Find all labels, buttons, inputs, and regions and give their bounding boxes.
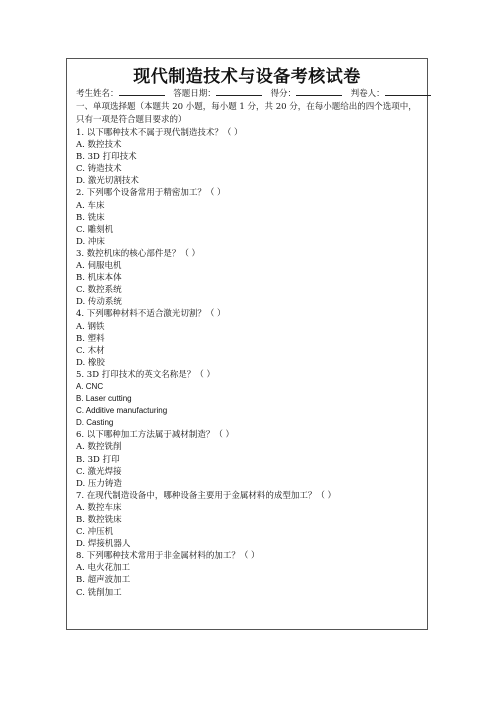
answer-option[interactable]: B. 铣床 <box>76 212 105 223</box>
grader-label: 判卷人： <box>350 89 385 99</box>
answer-option[interactable]: B. 数控铣床 <box>76 515 122 525</box>
answer-option[interactable]: A. 车床 <box>76 200 105 211</box>
answer-option[interactable]: C. 雕刻机 <box>76 224 114 235</box>
name-blank[interactable] <box>119 87 165 96</box>
answer-option[interactable]: A. 钢铁 <box>76 321 105 332</box>
answer-option[interactable]: A. 数控铣削 <box>76 442 122 453</box>
answer-option[interactable]: D. 压力铸造 <box>76 478 122 489</box>
answer-option[interactable]: D. 冲床 <box>76 236 105 247</box>
question-stem: 7. 在现代制造设备中，哪种设备主要用于金属材料的成型加工？（ ） <box>76 490 337 501</box>
grader-blank[interactable] <box>385 87 431 96</box>
answer-option[interactable]: B. 机床本体 <box>76 273 122 284</box>
score-label: 得分： <box>270 89 296 99</box>
answer-option[interactable]: D. 传动系统 <box>76 297 122 308</box>
question-stem: 4. 下列哪种材料不适合激光切割？（ ） <box>76 309 226 320</box>
answer-option[interactable]: D. 橡胶 <box>76 357 105 368</box>
answer-option[interactable]: C. 激光焊接 <box>76 466 122 477</box>
answer-option[interactable]: C. 数控系统 <box>76 285 122 296</box>
question-stem: 1. 以下哪种技术不属于现代制造技术？（ ） <box>76 128 243 138</box>
answer-option[interactable]: D. 激光切割技术 <box>76 176 139 187</box>
answer-option[interactable]: A. 伺服电机 <box>76 261 122 272</box>
answer-option[interactable]: C. Additive manufacturing <box>76 406 168 416</box>
answer-option[interactable]: D. Casting <box>76 418 114 428</box>
answer-option[interactable]: C. 木材 <box>76 345 105 356</box>
question-stem: 8. 下列哪种技术常用于非金属材料的加工？（ ） <box>76 551 260 562</box>
section-instructions: 一、单项选择题（本题共 20 小题，每小题 1 分，共 20 分，在每小题给出的四个选项中，只有一项是符合题目要求的） <box>76 102 417 125</box>
answer-option[interactable]: A. 电火花加工 <box>76 563 131 574</box>
score-blank[interactable] <box>296 87 342 96</box>
answer-option[interactable]: A. 数控技术 <box>76 140 122 151</box>
answer-option[interactable]: B. 超声波加工 <box>76 575 131 586</box>
exam-info-row <box>76 87 426 99</box>
question-stem: 2. 下列哪个设备常用于精密加工？（ ） <box>76 188 226 199</box>
date-blank[interactable] <box>216 87 262 96</box>
answer-option[interactable]: A. CNC <box>76 381 104 391</box>
question-stem: 5. 3D 打印技术的英文名称是？（ ） <box>76 369 215 380</box>
date-label: 答题日期： <box>173 89 216 99</box>
answer-option[interactable]: B. 3D 打印技术 <box>76 152 137 163</box>
question-stem: 6. 以下哪种加工方法属于减材制造？（ ） <box>76 430 235 441</box>
answer-option[interactable]: B. 塑料 <box>76 333 105 344</box>
question-list <box>76 127 424 599</box>
answer-option[interactable]: C. 铣削加工 <box>76 587 122 598</box>
name-label: 考生姓名： <box>76 89 119 99</box>
answer-option[interactable]: A. 数控车床 <box>76 502 122 513</box>
question-stem: 3. 数控机床的核心部件是？（ ） <box>76 248 201 259</box>
page-title: 现代制造技术与设备考核试卷 <box>133 67 361 87</box>
answer-option[interactable]: C. 铸造技术 <box>76 164 122 175</box>
answer-option[interactable]: B. 3D 打印 <box>76 454 120 465</box>
answer-option[interactable]: C. 冲压机 <box>76 527 114 538</box>
answer-option[interactable]: D. 焊接机器人 <box>76 539 131 550</box>
answer-option[interactable]: B. Laser cutting <box>76 394 132 404</box>
